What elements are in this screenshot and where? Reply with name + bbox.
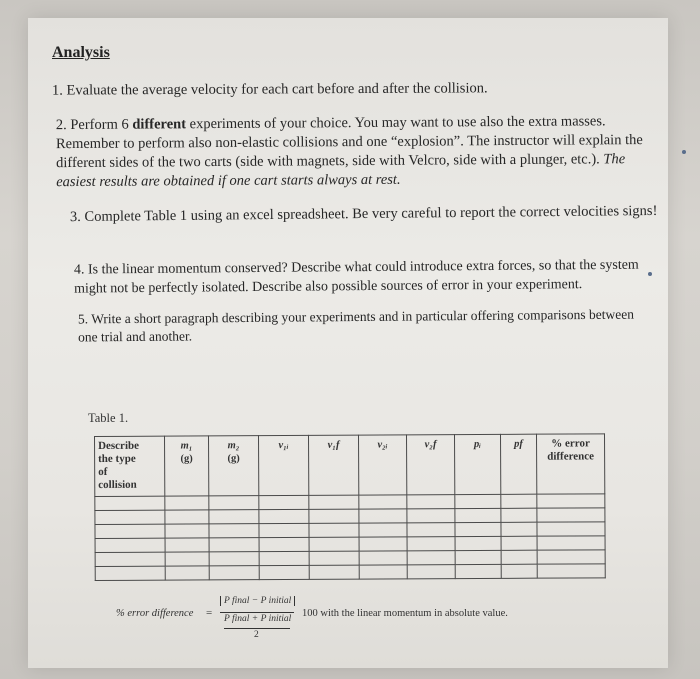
table-cell[interactable] [455, 536, 501, 550]
collision-data-table [94, 433, 606, 581]
formula-label: % error difference [116, 608, 194, 619]
header-collision-type [95, 436, 165, 496]
table-cell[interactable] [95, 496, 165, 510]
table-cell[interactable] [455, 522, 501, 536]
table-cell[interactable] [359, 537, 407, 551]
table-cell[interactable] [165, 566, 209, 580]
header-m2-unit: (g) [227, 453, 240, 465]
header-m1-unit: (g) [180, 453, 193, 465]
header-collision-type-line-2: the type [98, 452, 136, 465]
question-2-note: The easiest results are obtained if one cart starts always at rest. [56, 151, 626, 191]
header-pf: pf [500, 434, 536, 494]
table-cell[interactable] [537, 522, 605, 536]
question-1: 1. Evaluate the average velocity for each cart before and after the collision. [51, 80, 488, 99]
stray-mark [682, 150, 686, 154]
table-cell[interactable] [407, 523, 455, 537]
analysis-heading: Analysis [52, 44, 110, 61]
table-cell[interactable] [95, 510, 165, 524]
question-5: 5. Write a short paragraph describing your experiments and in particular offering comparisons between one trial and another. [77, 306, 635, 345]
header-collision-type-line-3: of [98, 465, 108, 478]
table-cell[interactable] [359, 523, 407, 537]
header-v2i: v₂ᵢ [358, 435, 406, 495]
table-cell[interactable] [455, 564, 501, 578]
header-percent-error-line-2: difference [547, 450, 595, 463]
table-cell[interactable] [455, 508, 501, 522]
table-cell[interactable] [407, 551, 455, 565]
table-cell[interactable] [455, 550, 501, 564]
table-cell[interactable] [407, 495, 455, 509]
table-cell[interactable] [259, 523, 309, 537]
table-cell[interactable] [537, 508, 605, 522]
table-cell[interactable] [165, 538, 209, 552]
table-cell[interactable] [309, 523, 359, 537]
table-cell[interactable] [259, 565, 309, 579]
formula-numerator: P final − P initial [220, 596, 295, 606]
table-cell[interactable] [165, 552, 209, 566]
table-cell[interactable] [259, 551, 309, 565]
percent-error-formula [116, 596, 556, 646]
header-v2f: v₂f [406, 435, 454, 495]
formula-equals: = [206, 607, 213, 619]
question-3: 3. Complete Table 1 using an excel spreadsheet. Be very careful to report the correct velocities signs! [69, 202, 658, 226]
table-cell[interactable] [501, 494, 537, 508]
table-cell[interactable] [537, 550, 605, 564]
formula-divisor: 2 [254, 630, 259, 640]
table-cell[interactable] [95, 566, 165, 580]
table-cell[interactable] [95, 538, 165, 552]
formula-denominator: P final + P initial [224, 614, 292, 624]
table-body [95, 494, 605, 581]
table-cell[interactable] [259, 537, 309, 551]
table-cell[interactable] [209, 566, 259, 580]
header-collision-type-line-4: collision [98, 478, 137, 491]
table-cell[interactable] [209, 524, 259, 538]
header-v1i: v₁ᵢ [259, 435, 309, 495]
question-2-emphasis: different [132, 116, 187, 133]
question-4: 4. Is the linear momentum conserved? Describe what could introduce extra forces, so that the system might not be perfectly isolated. Describe also possible sources of error in your experiment. [73, 257, 639, 297]
table-cell[interactable] [165, 524, 209, 538]
header-percent-error [536, 434, 604, 494]
table-cell[interactable] [259, 509, 309, 523]
table-cell[interactable] [359, 565, 407, 579]
header-m2 [209, 436, 259, 496]
header-m2-symbol: m₂ [227, 440, 240, 452]
table-caption: Table 1. [88, 411, 129, 425]
question-2-text-a: 2. Perform 6 [55, 116, 133, 134]
table-row [95, 564, 605, 581]
header-pi: pᵢ [454, 434, 500, 494]
header-v1f: v₁f [308, 435, 358, 495]
table-cell[interactable] [501, 536, 537, 550]
header-percent-error-line-1: % error [551, 437, 590, 450]
formula-fraction-bar [220, 612, 294, 613]
table-cell[interactable] [455, 494, 501, 508]
header-collision-type-line-1: Describe [98, 439, 140, 452]
table-cell[interactable] [309, 565, 359, 579]
table-header-row [95, 434, 605, 497]
table-cell[interactable] [407, 537, 455, 551]
table-cell[interactable] [309, 495, 359, 509]
table-cell[interactable] [537, 536, 605, 550]
table-cell[interactable] [309, 537, 359, 551]
table-cell[interactable] [209, 496, 259, 510]
table-cell[interactable] [259, 495, 309, 509]
stray-mark [648, 272, 652, 276]
table-cell[interactable] [407, 565, 455, 579]
table-cell[interactable] [501, 564, 537, 578]
table-cell[interactable] [359, 551, 407, 565]
table-cell[interactable] [501, 550, 537, 564]
table-cell[interactable] [407, 509, 455, 523]
table-cell[interactable] [309, 509, 359, 523]
table-cell[interactable] [309, 551, 359, 565]
table-cell[interactable] [95, 552, 165, 566]
table-cell[interactable] [165, 510, 209, 524]
table-cell[interactable] [95, 524, 165, 538]
table-cell[interactable] [501, 522, 537, 536]
table-cell[interactable] [501, 508, 537, 522]
table-cell[interactable] [537, 494, 605, 508]
formula-denominator-bar [224, 628, 290, 629]
table-cell[interactable] [209, 538, 259, 552]
formula-tail-text: 100 with the linear momentum in absolute value. [302, 608, 508, 619]
question-2 [56, 112, 669, 192]
table-cell[interactable] [537, 564, 605, 578]
header-m1 [165, 436, 209, 496]
table-cell[interactable] [209, 510, 259, 524]
table-cell[interactable] [359, 509, 407, 523]
table-cell[interactable] [165, 496, 209, 510]
question-2-text-b: experiments of your choice. You may want to use also the extra masses. Remember to perform also non-elastic collisions and one “explosion”. The instructor will explain the different sides of the two carts (side with magnets, side with Velcro, side with a plunger, etc.). [55, 113, 643, 172]
table-cell[interactable] [209, 552, 259, 566]
table-cell[interactable] [359, 495, 407, 509]
header-m1-symbol: m₁ [180, 440, 193, 452]
